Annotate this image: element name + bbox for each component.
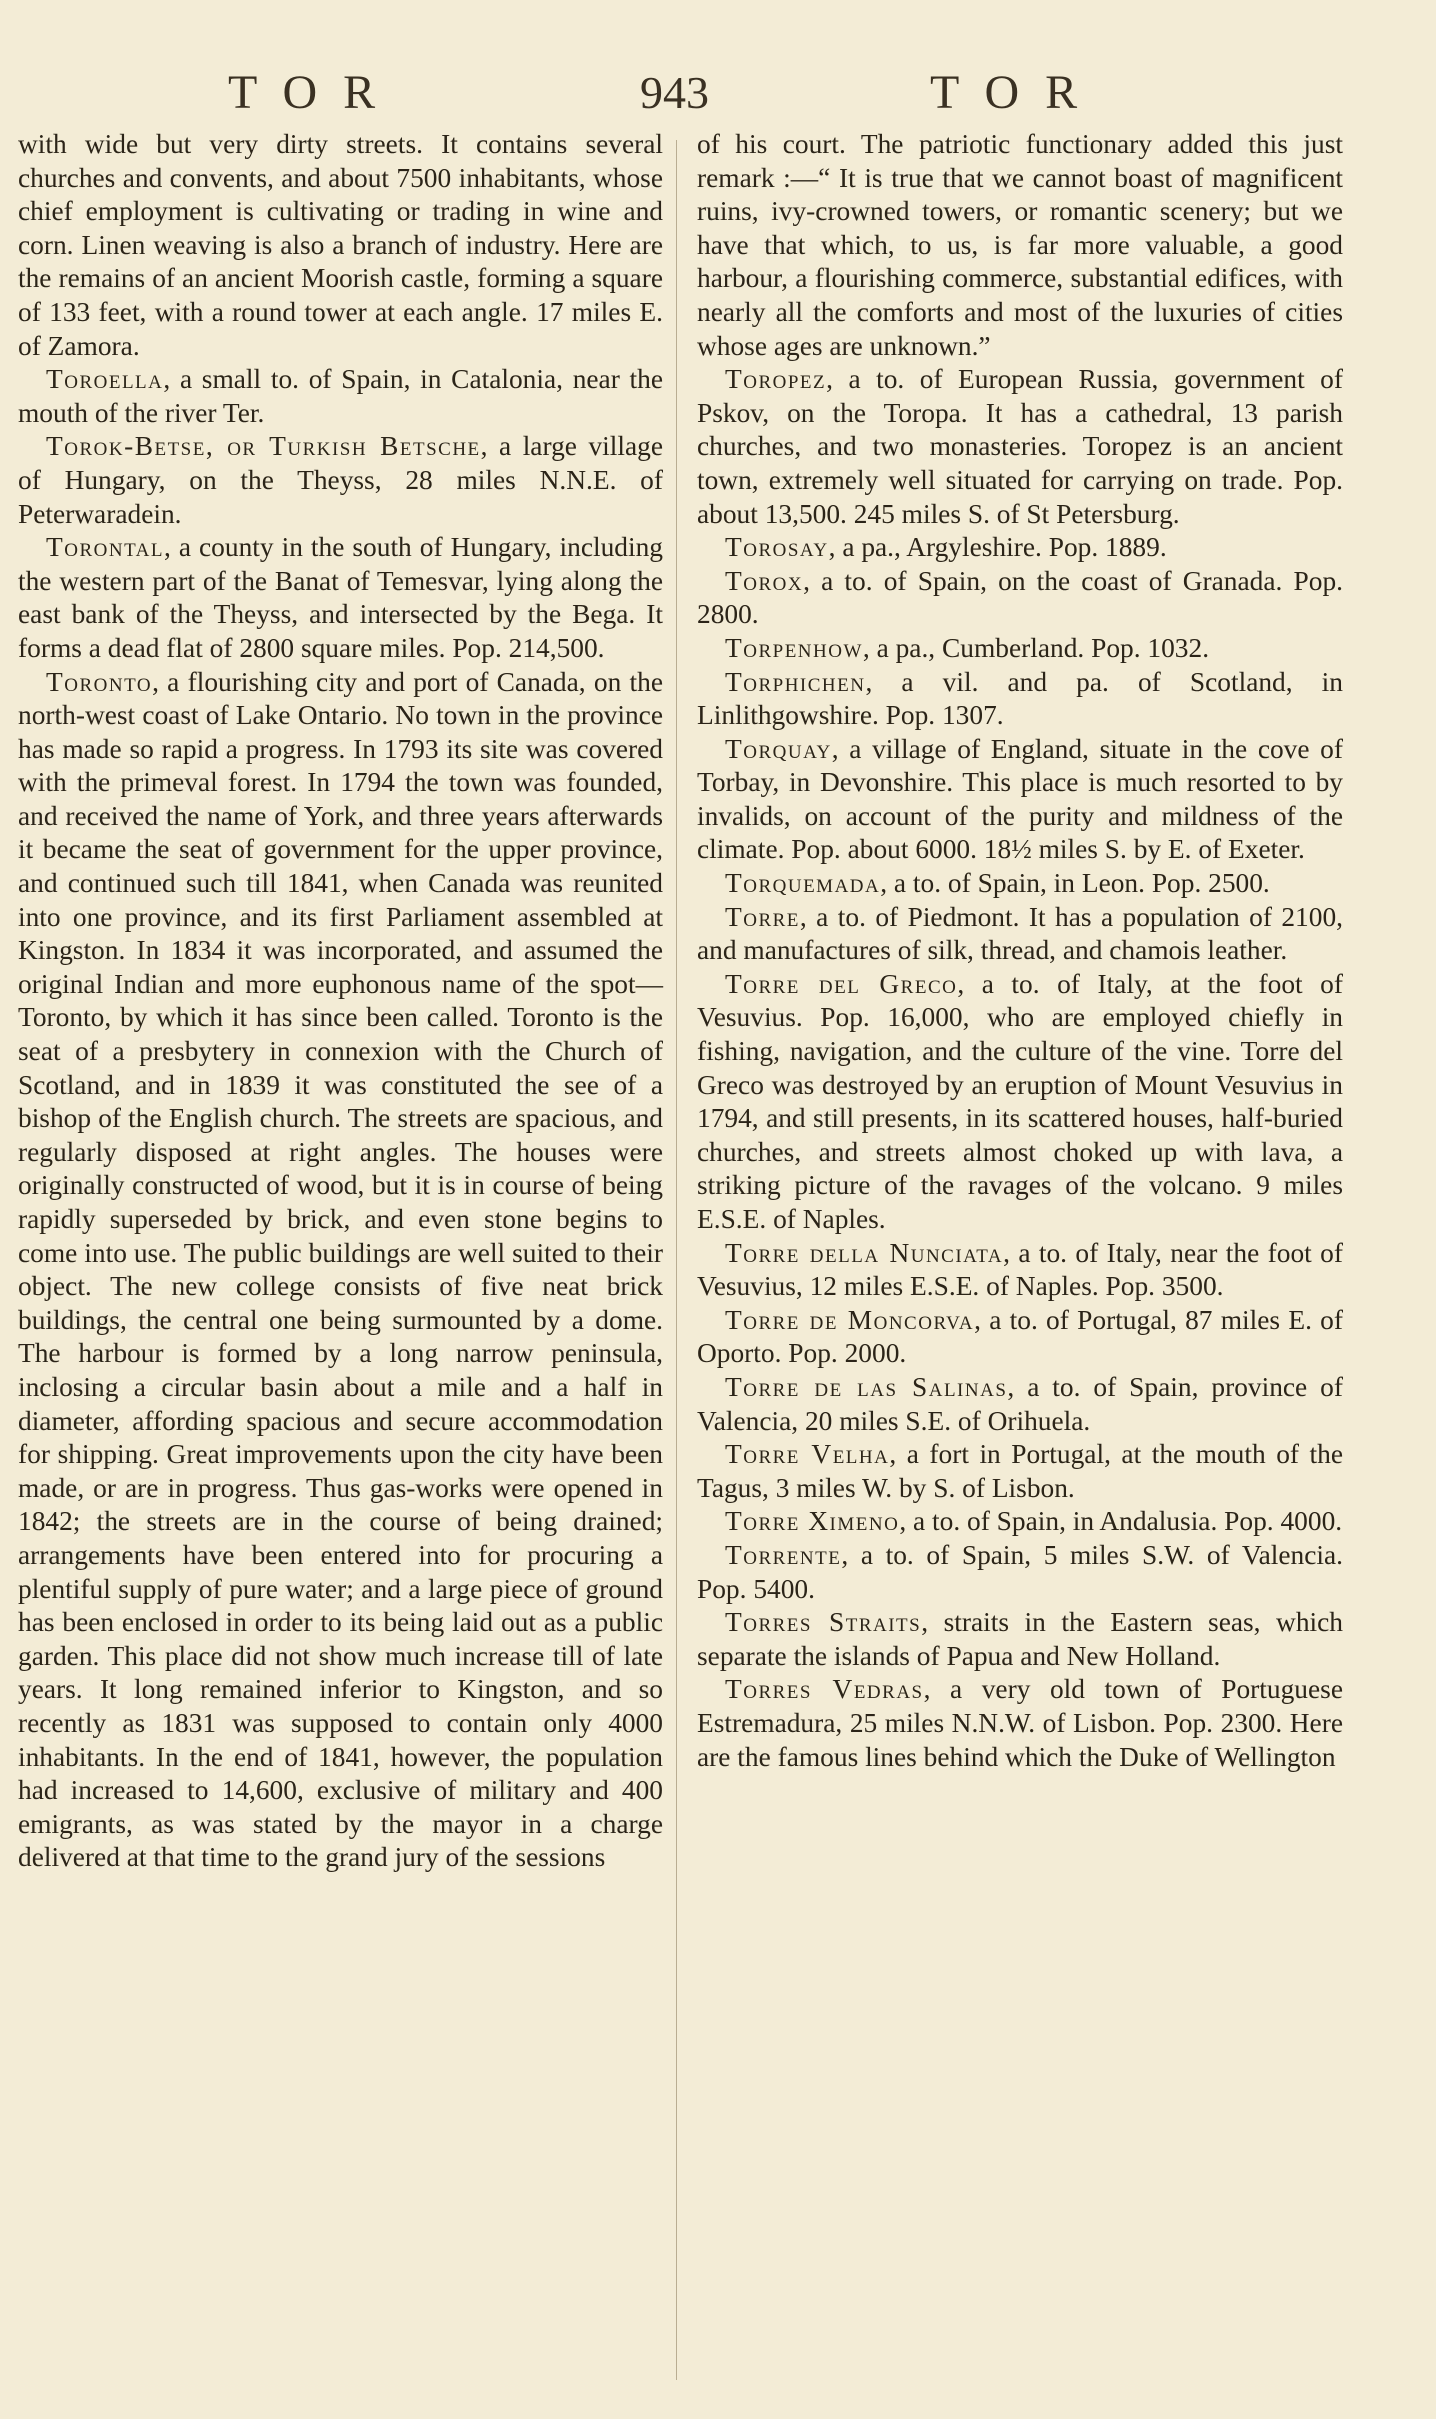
- entry: [18, 430, 663, 531]
- entry-headword: Torrente: [725, 1539, 842, 1570]
- entry-text: , a to. of Spain, 5 miles S.W. of Valencia. Pop. 5400.: [697, 1539, 1343, 1604]
- entry-headword: Torquay: [725, 733, 832, 764]
- entry-headword: Torres Vedras: [725, 1674, 924, 1705]
- entry: [697, 1539, 1343, 1606]
- entry-headword: Torre de las Salinas: [725, 1371, 1008, 1402]
- entry: [18, 363, 663, 430]
- entry: [697, 1606, 1343, 1673]
- entry-text: , straits in the Eastern seas, which separate the islands of Papua and New Holland.: [697, 1607, 1343, 1671]
- entry-text: , a to. of Spain, province of Valencia, 20 miles S.E. of Orihuela.: [697, 1371, 1343, 1436]
- entry-text: , a to. of Piedmont. It has a population of 2100, and manufactures of silk, thread, and chamois leather.: [697, 901, 1343, 966]
- entry: [18, 666, 663, 1875]
- entry-text: , a small to. of Spain, in Catalonia, near the mouth of the river Ter.: [18, 364, 663, 428]
- page-header: [0, 68, 1436, 118]
- entry-headword: Torre de Moncorva: [725, 1304, 975, 1335]
- entry-headword: Toroella: [46, 364, 164, 395]
- entry: [697, 666, 1343, 733]
- entry-text: , a to. of Spain, in Andalusia. Pop. 4000.: [899, 1506, 1343, 1537]
- entry-headword: Torok-Betse, or Turkish Betsche: [46, 431, 481, 462]
- entry-headword: Torox: [725, 565, 804, 596]
- entry-headword: Torre: [725, 901, 800, 932]
- entry: [697, 128, 1343, 363]
- entry-headword: Torre Ximeno: [725, 1506, 900, 1537]
- entry-text: , a county in the south of Hungary, including the western part of the Banat of Temesvar, lying along the east bank of the Theyss, and intersected by the Bega. It forms a dead flat of 2800 square miles. Pop. 214,500.: [18, 532, 663, 663]
- entry-headword: Torphichen: [725, 666, 866, 697]
- entry: [697, 1371, 1343, 1438]
- entry-headword: Torpenhow: [725, 632, 863, 663]
- entry-text: , a very old town of Portuguese Estremadura, 25 miles N.N.W. of Lisbon. Pop. 2300. Here are the famous lines behind which the Duke of Wellington: [697, 1674, 1343, 1772]
- entry-text: , a to. of Italy, near the foot of Vesuvius, 12 miles E.S.E. of Naples. Pop. 3500.: [697, 1237, 1343, 1302]
- entry-headword: Torre della Nunciata: [725, 1237, 1004, 1268]
- entry-text: , a village of England, situate in the cove of Torbay, in Devonshire. This place is much resorted to by invalids, on account of the purity and mildness of the climate. Pop. about 6000. 18½ miles S. by E. of Exeter.: [697, 733, 1343, 865]
- entry: [697, 1304, 1343, 1371]
- entry: [18, 531, 663, 665]
- entry: [697, 968, 1343, 1237]
- entry-text: , a to. of Spain, in Leon. Pop. 2500.: [880, 868, 1270, 899]
- entry: [697, 565, 1343, 632]
- entry-text: , a to. of Spain, on the coast of Granada. Pop. 2800.: [697, 565, 1343, 630]
- running-head-right: TOR: [930, 66, 1104, 119]
- entry-text: , a pa., Argyleshire. Pop. 1889.: [828, 532, 1167, 563]
- entry: [697, 1438, 1343, 1505]
- entry-headword: Torosay: [725, 532, 829, 563]
- entry-text: , a pa., Cumberland. Pop. 1032.: [862, 632, 1210, 663]
- entry: [697, 733, 1343, 867]
- entry-headword: Toropez: [725, 364, 827, 395]
- left-column: [18, 128, 663, 1875]
- running-head-left: TOR: [228, 66, 402, 119]
- entry: [697, 867, 1343, 901]
- page-number: 943: [640, 67, 709, 118]
- entry-text: , a large village of Hungary, on the Theyss, 28 miles N.N.E. of Peterwaradein.: [18, 431, 663, 529]
- entry-headword: Torquemada: [725, 868, 881, 899]
- entry-text: , a flourishing city and port of Canada, on the north-west coast of Lake Ontario. No town in the province has made so rapid a progress. In 1793 its site was covered with the primeval forest. In 1794 the town was founded, and received the name of York, and three years afterwards it became the seat of government for the upper province, and continued such till 1841, when Canada was reunited into one province, and its first Parliament assembled at Kingston. In 1834 it was incorporated, and assumed the original Indian and more euphonous name of the spot—Toronto, by which it has since been called. Toronto is the seat of a presbytery in connexion with the Church of Scotland, and in 1839 it was constituted the see of a bishop of the English church. The streets are spacious, and regularly disposed at right angles. The houses were originally constructed of wood, but it is in course of being rapidly superseded by brick, and even stone begins to come into use. The public buildings are well suited to their object. The new college consists of five neat brick buildings, the central one being surmounted by a dome. The harbour is formed by a long narrow peninsula, inclosing a circular basin about a mile and a half in diameter, affording spacious and secure accommodation for shipping. Great improvements upon the city have been made, or are in progress. Thus gas-works were opened in 1842; the streets are in the course of being drained; arrangements have been entered into for procuring a plentiful supply of pure water; and a large piece of ground has been enclosed in order to its being laid out as a public garden. This place did not show much increase till of late years. It long remained inferior to Kingston, and so recently as 1831 was supposed to contain only 4000 inhabitants. In the end of 1841, however, the population had increased to 14,600, exclusive of military and 400 emigrants, as was stated by the mayor in a charge delivered at that time to the grand jury of the sessions: [18, 666, 663, 1873]
- entry-text: , a fort in Portugal, at the mouth of the Tagus, 3 miles W. by S. of Lisbon.: [697, 1439, 1343, 1503]
- entry-headword: Torre del Greco: [725, 968, 958, 999]
- entry: [697, 632, 1343, 666]
- column-divider: [676, 140, 677, 2380]
- entry-headword: Toronto: [46, 666, 153, 697]
- entry-headword: Torres Straits: [725, 1607, 922, 1638]
- entry-text: , a to. of Portugal, 87 miles E. of Oporto. Pop. 2000.: [697, 1304, 1343, 1369]
- entry: [697, 531, 1343, 565]
- entry-headword: Torre Velha: [725, 1439, 890, 1470]
- entry: [697, 1673, 1343, 1774]
- entry-text: , a to. of Italy, at the foot of Vesuvius. Pop. 16,000, who are employed chiefly in fishing, navigation, and the culture of the vine. Torre del Greco was destroyed by an eruption of Mount Vesuvius in 1794, and still presents, in its scattered houses, half-buried churches, and streets almost choked up with lava, a striking picture of the ravages of the volcano. 9 miles E.S.E. of Naples.: [697, 968, 1343, 1234]
- entry: [697, 1505, 1343, 1539]
- entry: [697, 901, 1343, 968]
- entry-text: with wide but very dirty streets. It contains several churches and convents, and about 7500 inhabitants, whose chief employment is cultivating or trading in wine and corn. Linen weaving is also a branch of industry. Here are the remains of an ancient Moorish castle, forming a square of 133 feet, with a round tower at each angle. 17 miles E. of Zamora.: [18, 129, 663, 361]
- entry-headword: Torontal: [46, 532, 164, 563]
- entry-text: , a vil. and pa. of Scotland, in Linlithgowshire. Pop. 1307.: [697, 666, 1343, 731]
- entry: [697, 1237, 1343, 1304]
- entry-text: of his court. The patriotic functionary added this just remark :—“ It is true that we cannot boast of magnificent ruins, ivy-crowned towers, or romantic scenery; but we have that which, to us, is far more valuable, a good harbour, a flourishing commerce, substantial edifices, with nearly all the comforts and most of the luxuries of cities whose ages are unknown.”: [697, 129, 1343, 361]
- entry: [697, 363, 1343, 531]
- entry-text: , a to. of European Russia, government of Pskov, on the Toropa. It has a cathedral, 13 parish churches, and two monasteries. Toropez is an ancient town, extremely well situated for carrying on trade. Pop. about 13,500. 245 miles S. of St Petersburg.: [697, 364, 1343, 529]
- entry: [18, 128, 663, 363]
- right-column: [697, 128, 1343, 1774]
